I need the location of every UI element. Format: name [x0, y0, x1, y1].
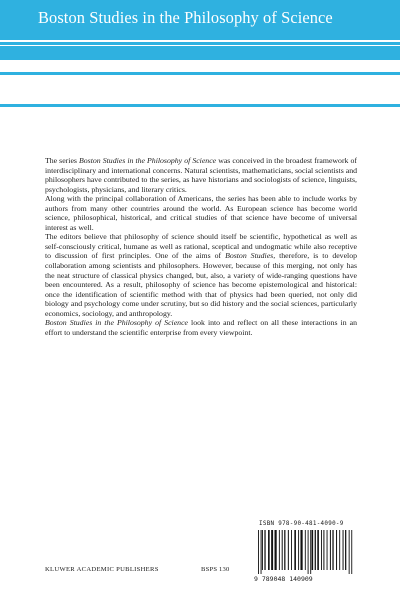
description-paragraph-1: The series Boston Studies in the Philosophy of Science was conceived in the broadest framework of interdisciplinary and international concerns. Natural scientists, mathematicians, social scientists and philosophers have contributed to the series, as have historians and sociologists of science, linguists, psychologists, physicians, and literary critics.: [45, 156, 358, 194]
series-description: [45, 156, 357, 337]
description-paragraph-3: The editors believe that philosophy of science should itself be scientific, hypothetical as well as self-consciously critical, humane as well as rational, sceptical and undogmatic while also receptive to discussion of first principles. One of the aims of Boston Studies, therefore, is to develop collaboration among scientists and philosophers. However, because of this merging, not only has the neat structure of classical physics changed, but, also, a variety of wide-ranging questions have been encountered. As a result, philosophy of science has become epistemological and historical: once the identification of scientific method with that of physics had been queried, not only did biology and psychology come under scrutiny, but so did history and the social sciences, particularly economics, sociology, and anthropology.: [45, 232, 357, 318]
decorative-stripe-lower: [0, 104, 400, 107]
decorative-stripe-upper: [0, 72, 400, 75]
publisher-name: KLUWER ACADEMIC PUBLISHERS: [45, 566, 159, 573]
description-paragraph-2: Along with the principal collaboration of Americans, the series has been able to include works by authors from many other countries around the world. As European science has become world science, philosophical, historical, and critical studies of that science have become of universal interest as well.: [45, 194, 357, 232]
title-rule-thick: [0, 40, 400, 42]
series-title: Boston Studies in the Philosophy of Science: [38, 8, 333, 27]
series-name-italic: Boston Studies in the Philosophy of Science: [79, 156, 217, 165]
isbn-label: ISBN 978-90-481-4090-9: [259, 521, 344, 527]
description-paragraph-4: Boston Studies in the Philosophy of Science look into and reflect on all these interactions in an effort to understand the scientific enterprise from every viewpoint.: [45, 318, 358, 337]
barcode-digits: 9 789048 140909: [254, 575, 313, 583]
series-name-italic-closing: Boston Studies in the Philosophy of Science: [45, 318, 188, 328]
barcode-graphic: [257, 530, 353, 574]
series-volume-number: BSPS 130: [201, 566, 230, 573]
title-rule-thin: [0, 45, 400, 46]
series-short-name-italic: Boston Studies,: [225, 251, 276, 261]
